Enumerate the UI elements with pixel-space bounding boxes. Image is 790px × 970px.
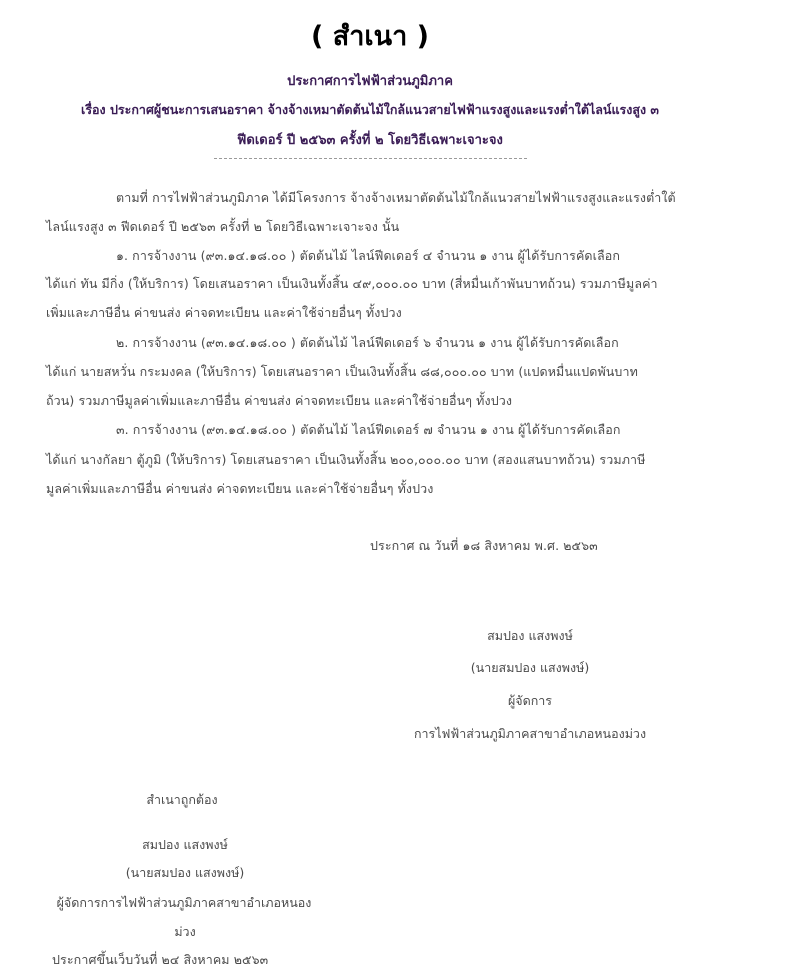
item-2-line-2: ได้แก่ นายสหวั่น กระมงคล (ให้บริการ) โดยเสนอราคา เป็นเงินทั้งสิ้น ๘๘,๐๐๐.๐๐ บาท (แปดหมื่นแปดพันบาท	[46, 364, 638, 379]
announce-date: ประกาศ ณ วันที่ ๑๘ สิงหาคม พ.ศ. ๒๕๖๓	[370, 538, 598, 553]
certifier-position-cont: ม่วง	[174, 924, 196, 939]
certifier-name: สมปอง แสงพงษ์	[142, 837, 228, 852]
certifier-position: ผู้จัดการการไฟฟ้าส่วนภูมิภาคสาขาอำเภอหนอง	[56, 895, 312, 910]
certifier-name-full: (นายสมปอง แสงพงษ์)	[125, 865, 245, 880]
item-3-line-3: มูลค่าเพิ่มและภาษีอื่น ค่าขนส่ง ค่าจดทะเบียน และค่าใช้จ่ายอื่นๆ ทั้งปวง	[46, 481, 434, 496]
web-post-date: ประกาศขึ้นเว็บวันที่ ๒๔ สิงหาคม ๒๕๖๓	[52, 952, 269, 967]
item-3-line-2: ได้แก่ นางกัลยา ตู้ภูมิ (ให้บริการ) โดยเสนอราคา เป็นเงินทั้งสิ้น ๒๐๐,๐๐๐.๐๐ บาท (สองแสนบาทถ้วน) รวมภาษี	[46, 452, 646, 467]
signer-name-full: (นายสมปอง แสงพงษ์)	[470, 660, 590, 675]
item-1-line-2: ได้แก่ ทัน มีกิ่ง (ให้บริการ) โดยเสนอราคา เป็นเงินทั้งสิ้น ๔๙,๐๐๐.๐๐ บาท (สี่หมื่นเก้าพันบาทถ้วน) รวมภาษีมูลค่า	[46, 276, 658, 291]
signer-office: การไฟฟ้าส่วนภูมิภาคสาขาอำเภอหนองม่วง	[413, 726, 647, 741]
signer-name: สมปอง แสงพงษ์	[487, 628, 573, 643]
announcement-org: ประกาศการไฟฟ้าส่วนภูมิภาค	[287, 74, 453, 89]
intro-line-1: ตามที่ การไฟฟ้าส่วนภูมิภาค ได้มีโครงการ จ้างจ้างเหมาตัดต้นไม้ใกล้แนวสายไฟฟ้าแรงสูงและแรงต่ำใต้	[116, 190, 676, 205]
signer-position: ผู้จัดการ	[507, 693, 553, 708]
item-1-line-3: เพิ่มและภาษีอื่น ค่าขนส่ง ค่าจดทะเบียน และค่าใช้จ่ายอื่นๆ ทั้งปวง	[46, 305, 402, 320]
intro-line-2: ไลน์แรงสูง ๓ ฟีดเดอร์ ปี ๒๕๖๓ ครั้งที่ ๒ โดยวิธีเฉพาะเจาะจง นั้น	[46, 219, 400, 234]
item-2-line-3: ถ้วน) รวมภาษีมูลค่าเพิ่มและภาษีอื่น ค่าขนส่ง ค่าจดทะเบียน และค่าใช้จ่ายอื่นๆ ทั้งปวง	[46, 393, 513, 408]
item-3-line-1: ๓. การจ้างงาน (๙๓.๑๔.๑๘.๐๐ ) ตัดต้นไม้ ไลน์ฟีดเดอร์ ๗ จำนวน ๑ งาน ผู้ได้รับการคัดเลือก	[116, 422, 621, 437]
separator-line	[214, 158, 527, 159]
announcement-subject-cont: ฟีดเดอร์ ปี ๒๕๖๓ ครั้งที่ ๒ โดยวิธีเฉพาะเจาะจง	[237, 133, 503, 148]
document-title: ( สำเนา )	[311, 21, 429, 52]
certified-copy-label: สำเนาถูกต้อง	[146, 792, 218, 807]
announcement-subject: เรื่อง ประกาศผู้ชนะการเสนอราคา จ้างจ้างเหมาตัดต้นไม้ใกล้แนวสายไฟฟ้าแรงสูงและแรงต่ำใต้ไลน์แรงสูง ๓	[81, 102, 659, 117]
item-1-line-1: ๑. การจ้างงาน (๙๓.๑๔.๑๘.๐๐ ) ตัดต้นไม้ ไลน์ฟีดเดอร์ ๔ จำนวน ๑ งาน ผู้ได้รับการคัดเลือก	[116, 248, 621, 263]
item-2-line-1: ๒. การจ้างงาน (๙๓.๑๔.๑๘.๐๐ ) ตัดต้นไม้ ไลน์ฟีดเดอร์ ๖ จำนวน ๑ งาน ผู้ได้รับการคัดเลือก	[116, 335, 619, 350]
